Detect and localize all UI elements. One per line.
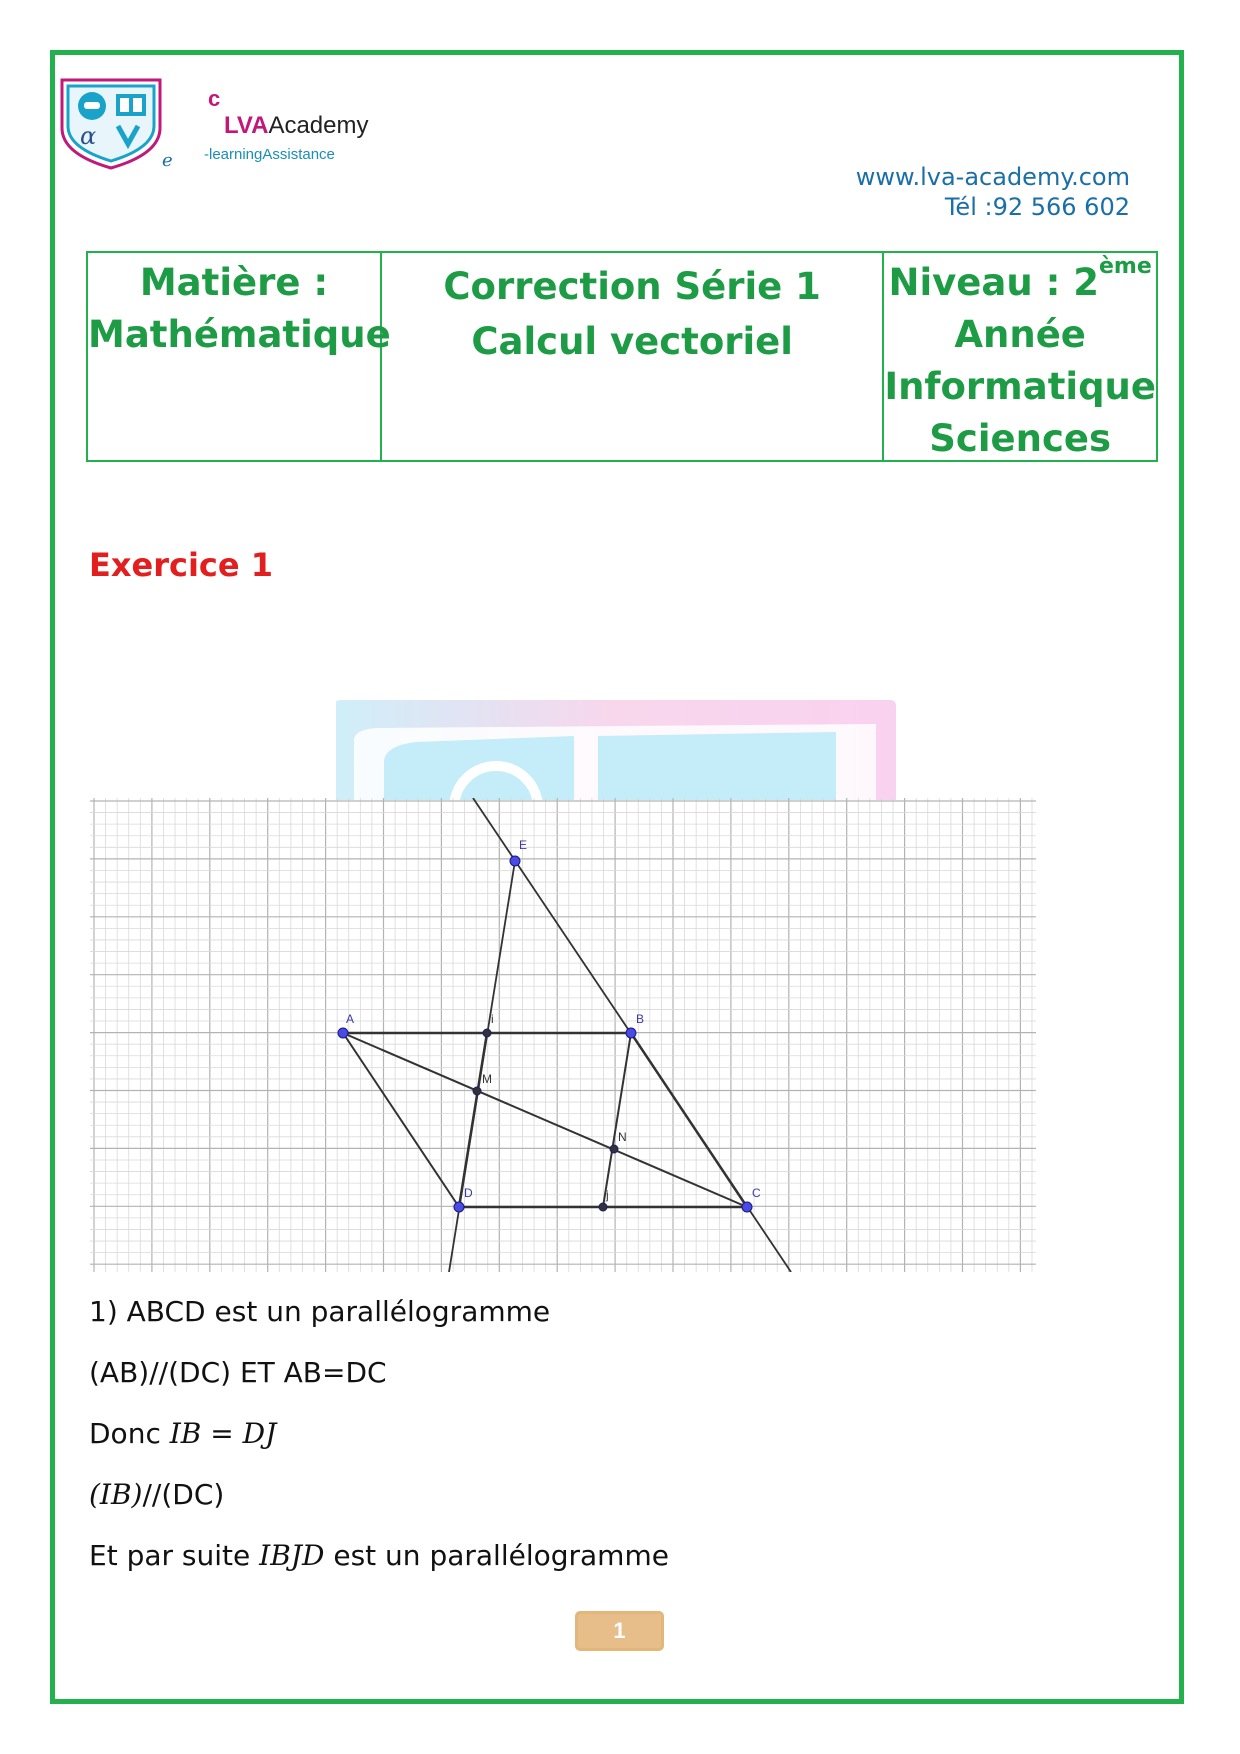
info-table [86, 251, 1158, 462]
contact-info [856, 162, 1130, 222]
donc-text: Donc [89, 1417, 170, 1450]
level-superscript: ème [1099, 254, 1152, 279]
solution-line-1: 1) ABCD est un parallélogramme [89, 1295, 551, 1328]
exercise-title: Exercice 1 [89, 546, 273, 584]
logo-title [224, 112, 368, 140]
point-label-m: M [482, 1072, 492, 1086]
point-label-n: N [618, 1130, 627, 1144]
subject-label: Matière : [139, 261, 329, 304]
point-c [742, 1202, 752, 1212]
solution-line-2: (AB)//(DC) ET AB=DC [89, 1356, 387, 1389]
point-label-j: j [606, 1188, 609, 1202]
point-b [626, 1028, 636, 1038]
point-m [473, 1087, 481, 1095]
series-title: Correction Série 1 [443, 265, 821, 308]
figure-points [338, 838, 761, 1212]
website-link[interactable]: www.lva-academy.com [855, 163, 1130, 191]
line-ib: (IB) [89, 1478, 143, 1511]
subject-cell [88, 253, 391, 460]
parallel-dc: //(DC) [142, 1478, 225, 1511]
logo-letter-e: e [162, 150, 173, 171]
point-e [510, 856, 520, 866]
phone-number: Tél :92 566 602 [944, 193, 1130, 221]
logo-lva: LVA [224, 112, 269, 139]
logo-academy: Academy [268, 112, 369, 139]
page-number: 1 [575, 1611, 664, 1651]
point-label-d: D [464, 1186, 473, 1200]
level-label [884, 254, 1156, 309]
level-label-text: Niveau : 2 [888, 261, 1100, 304]
point-label-i: i [491, 1012, 494, 1026]
point-label-e: E [519, 838, 528, 852]
level-track-1: Informatique [884, 365, 1156, 408]
solution-line-5 [89, 1534, 669, 1595]
level-year: Année [954, 313, 1086, 356]
series-subtitle: Calcul vectoriel [471, 320, 793, 363]
geometry-figure [90, 798, 1036, 1272]
et-par-suite: Et par suite [89, 1539, 260, 1572]
logo-letter-c: c [208, 86, 221, 111]
level-track-2: Sciences [929, 417, 1112, 460]
svg-text:α: α [80, 122, 97, 150]
graph-paper-grid [90, 798, 1036, 1272]
equation-ib-dj: IB = DJ [169, 1417, 277, 1450]
level-cell [884, 253, 1156, 460]
title-cell [382, 253, 884, 460]
point-j [599, 1203, 607, 1211]
logo-subtitle: -learningAssistance [204, 146, 335, 163]
logo-watermark-icon [336, 700, 896, 800]
point-d [454, 1202, 464, 1212]
lva-academy-logo-icon [58, 78, 164, 170]
point-a [338, 1028, 348, 1038]
subject-value: Mathématique [88, 313, 391, 356]
solution-text [89, 1290, 669, 1595]
solution-line-4 [89, 1473, 669, 1534]
segment-ac [343, 1033, 747, 1207]
point-label-c: C [752, 1186, 761, 1200]
point-label-b: B [636, 1012, 645, 1026]
conclusion-text: est un parallélogramme [324, 1539, 669, 1572]
construction-lines [343, 798, 791, 1272]
point-i [483, 1029, 491, 1037]
point-label-a: A [346, 1012, 355, 1026]
point-n [610, 1145, 618, 1153]
quad-ibjd: IBJD [259, 1539, 325, 1572]
solution-line-3 [89, 1412, 669, 1473]
